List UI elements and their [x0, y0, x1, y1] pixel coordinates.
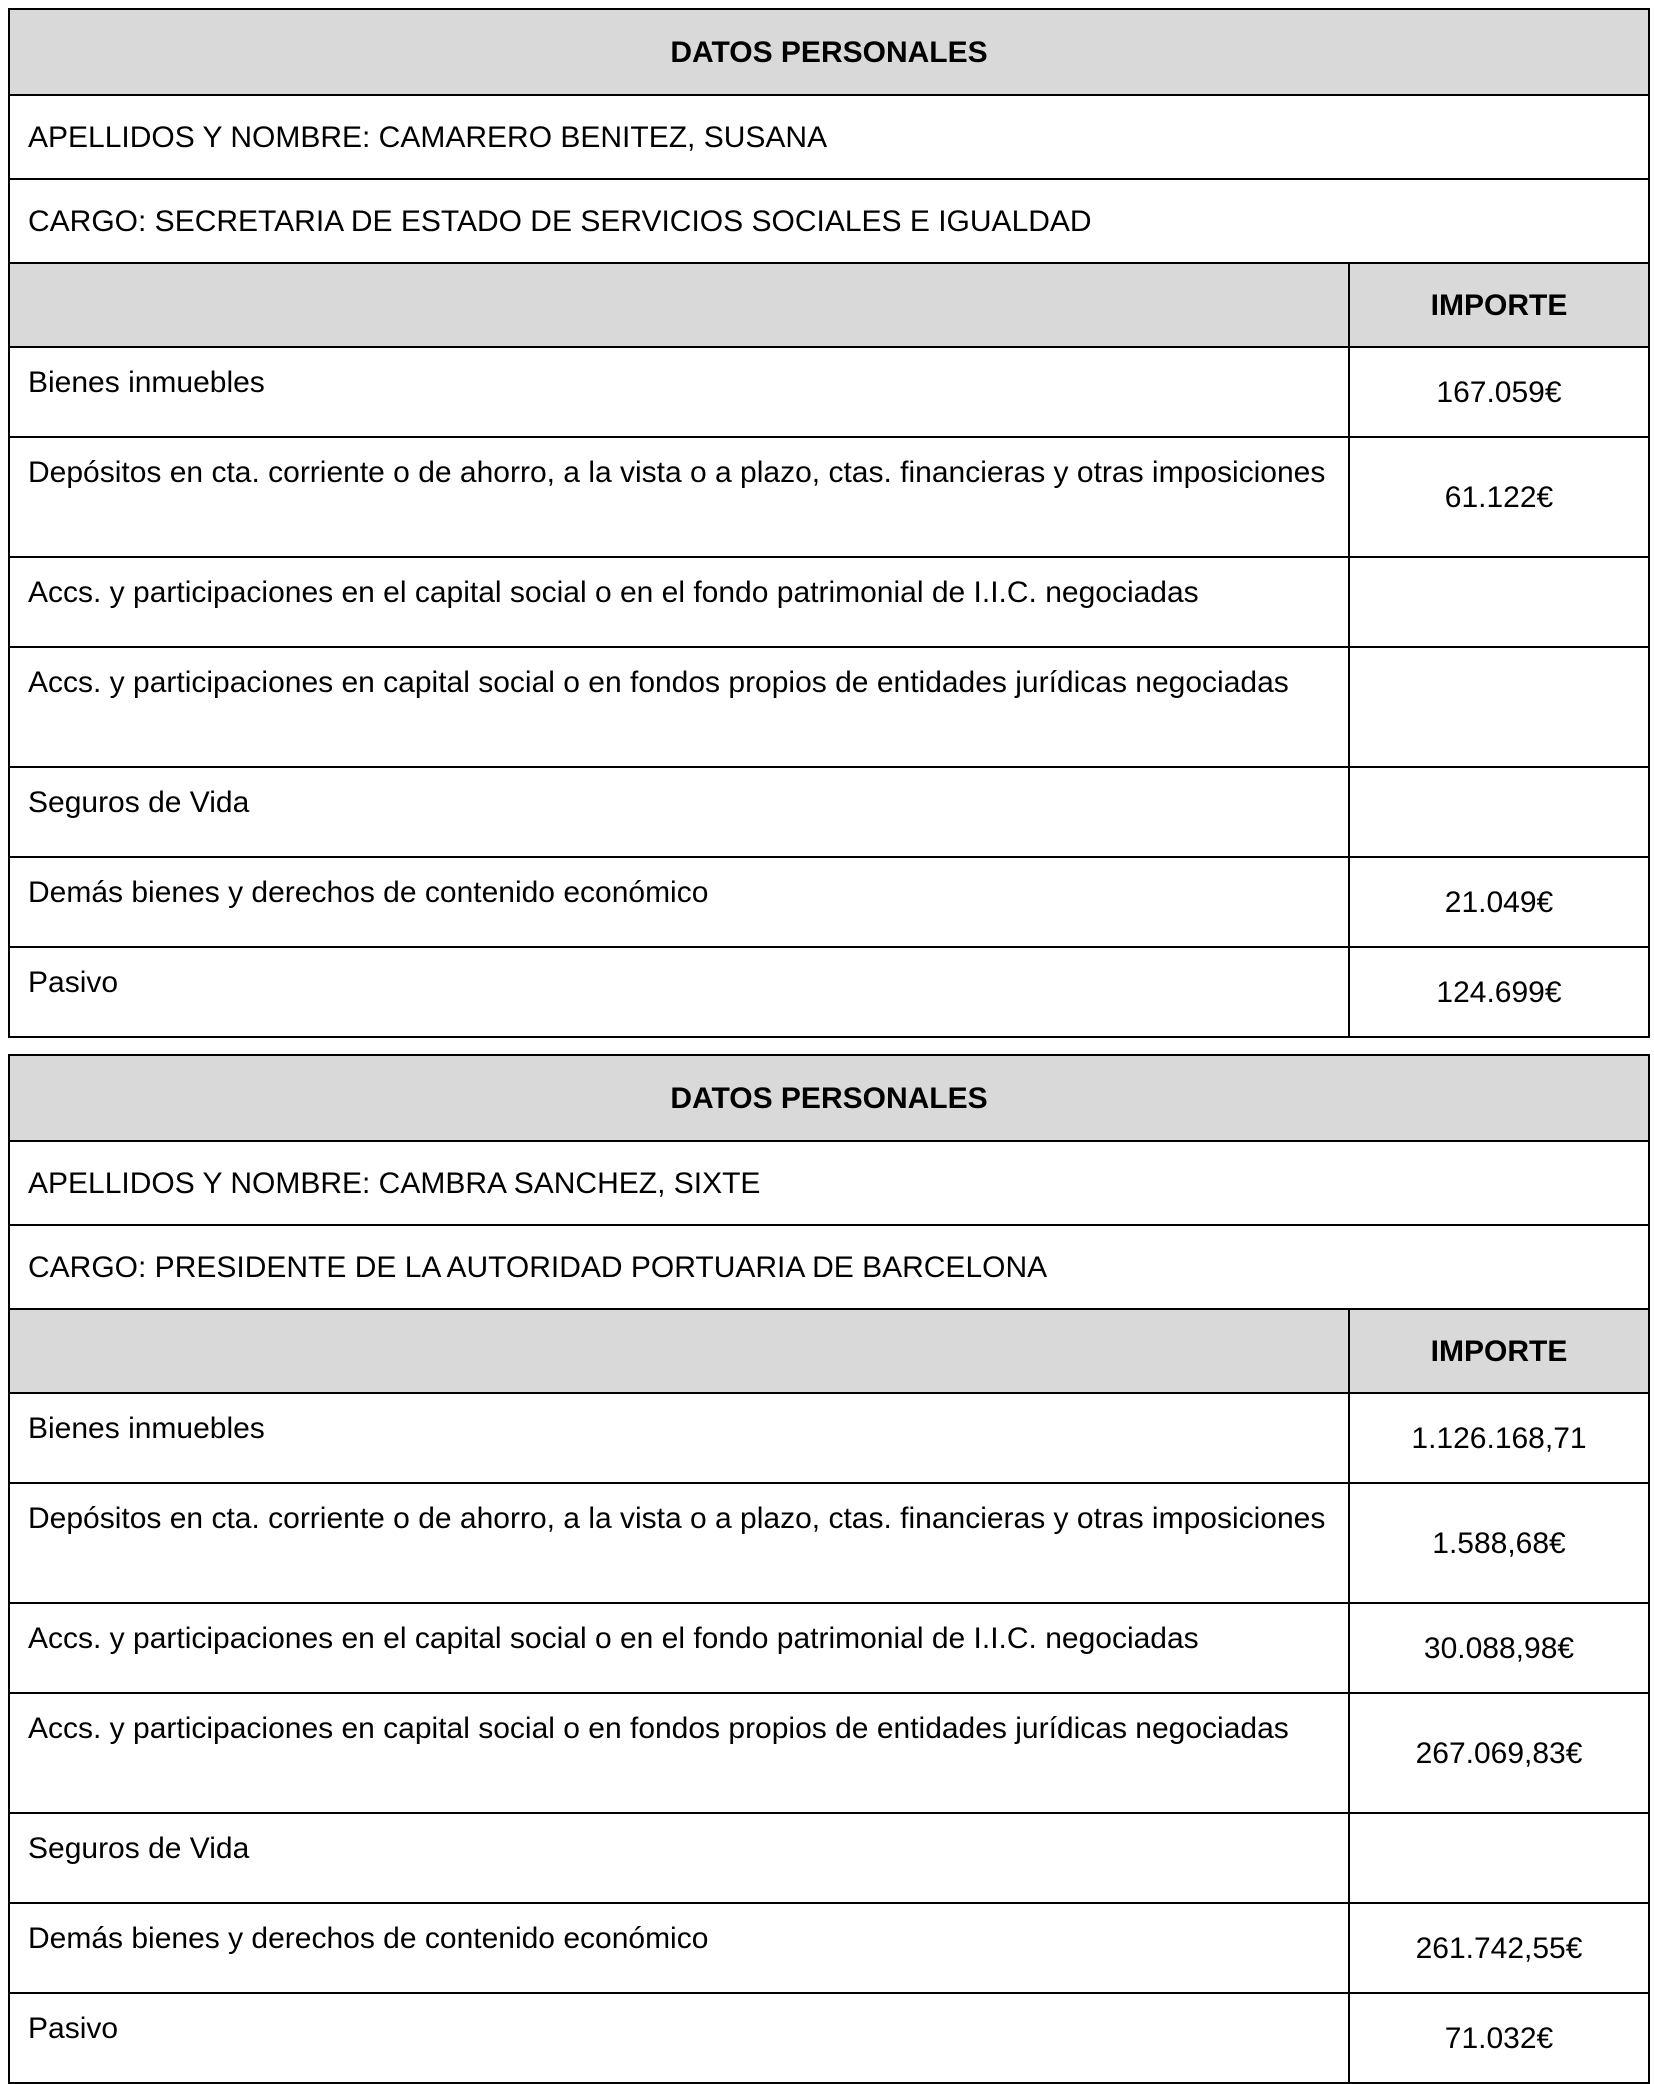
- position-row: [9, 1225, 1649, 1309]
- position-row: [9, 179, 1649, 263]
- amount-cell: 261.742,55€: [1349, 1903, 1649, 1993]
- concept-cell: Demás bienes y derechos de contenido económico: [9, 1903, 1349, 1993]
- amount-cell: 267.069,83€: [1349, 1693, 1649, 1813]
- name-row: [9, 1141, 1649, 1225]
- table-row: [9, 1813, 1649, 1903]
- amount-cell: 61.122€: [1349, 437, 1649, 557]
- table-row: [9, 1903, 1649, 1993]
- concept-cell: Seguros de Vida: [9, 767, 1349, 857]
- amount-cell: [1349, 767, 1649, 857]
- amount-cell: [1349, 1813, 1649, 1903]
- table-title-row: [9, 1055, 1649, 1141]
- declaration-table-1: [8, 8, 1650, 1038]
- concept-cell: Pasivo: [9, 947, 1349, 1037]
- amount-cell: 71.032€: [1349, 1993, 1649, 2083]
- table-title-row: [9, 9, 1649, 95]
- name-row: [9, 95, 1649, 179]
- table-row: [9, 347, 1649, 437]
- concept-cell: Depósitos en cta. corriente o de ahorro, a la vista o a plazo, ctas. financieras y otras imposiciones: [9, 437, 1349, 557]
- concept-cell: Accs. y participaciones en el capital social o en el fondo patrimonial de I.I.C. negociadas: [9, 557, 1349, 647]
- header-row: [9, 1309, 1649, 1393]
- amount-cell: 167.059€: [1349, 347, 1649, 437]
- table-row: [9, 1693, 1649, 1813]
- amount-cell: 1.126.168,71: [1349, 1393, 1649, 1483]
- table-row: [9, 647, 1649, 767]
- table-row: [9, 557, 1649, 647]
- name-line: APELLIDOS Y NOMBRE: CAMBRA SANCHEZ, SIXTE: [9, 1141, 1649, 1225]
- amount-cell: [1349, 557, 1649, 647]
- table-row: [9, 857, 1649, 947]
- concept-cell: Depósitos en cta. corriente o de ahorro, a la vista o a plazo, ctas. financieras y otras imposiciones: [9, 1483, 1349, 1603]
- amount-cell: 30.088,98€: [1349, 1603, 1649, 1693]
- table-row: [9, 1393, 1649, 1483]
- amount-cell: 124.699€: [1349, 947, 1649, 1037]
- header-row: [9, 263, 1649, 347]
- name-line: APELLIDOS Y NOMBRE: CAMARERO BENITEZ, SUSANA: [9, 95, 1649, 179]
- amount-cell: [1349, 647, 1649, 767]
- concept-cell: Accs. y participaciones en capital social o en fondos propios de entidades jurídicas negociadas: [9, 647, 1349, 767]
- amount-cell: 1.588,68€: [1349, 1483, 1649, 1603]
- table-row: [9, 1603, 1649, 1693]
- position-line: CARGO: PRESIDENTE DE LA AUTORIDAD PORTUARIA DE BARCELONA: [9, 1225, 1649, 1309]
- table-row: [9, 947, 1649, 1037]
- amount-header: IMPORTE: [1349, 263, 1649, 347]
- table-row: [9, 767, 1649, 857]
- concept-cell: Bienes inmuebles: [9, 347, 1349, 437]
- section-title: DATOS PERSONALES: [9, 9, 1649, 95]
- concept-cell: Seguros de Vida: [9, 1813, 1349, 1903]
- amount-header: IMPORTE: [1349, 1309, 1649, 1393]
- concept-header-cell: [9, 263, 1349, 347]
- amount-cell: 21.049€: [1349, 857, 1649, 947]
- concept-cell: Demás bienes y derechos de contenido económico: [9, 857, 1349, 947]
- concept-cell: Bienes inmuebles: [9, 1393, 1349, 1483]
- concept-cell: Accs. y participaciones en capital social o en fondos propios de entidades jurídicas negociadas: [9, 1693, 1349, 1813]
- concept-header-cell: [9, 1309, 1349, 1393]
- table-row: [9, 437, 1649, 557]
- table-row: [9, 1993, 1649, 2083]
- concept-cell: Pasivo: [9, 1993, 1349, 2083]
- position-line: CARGO: SECRETARIA DE ESTADO DE SERVICIOS SOCIALES E IGUALDAD: [9, 179, 1649, 263]
- declaration-table-2: [8, 1054, 1650, 2084]
- concept-cell: Accs. y participaciones en el capital social o en el fondo patrimonial de I.I.C. negociadas: [9, 1603, 1349, 1693]
- section-title: DATOS PERSONALES: [9, 1055, 1649, 1141]
- table-row: [9, 1483, 1649, 1603]
